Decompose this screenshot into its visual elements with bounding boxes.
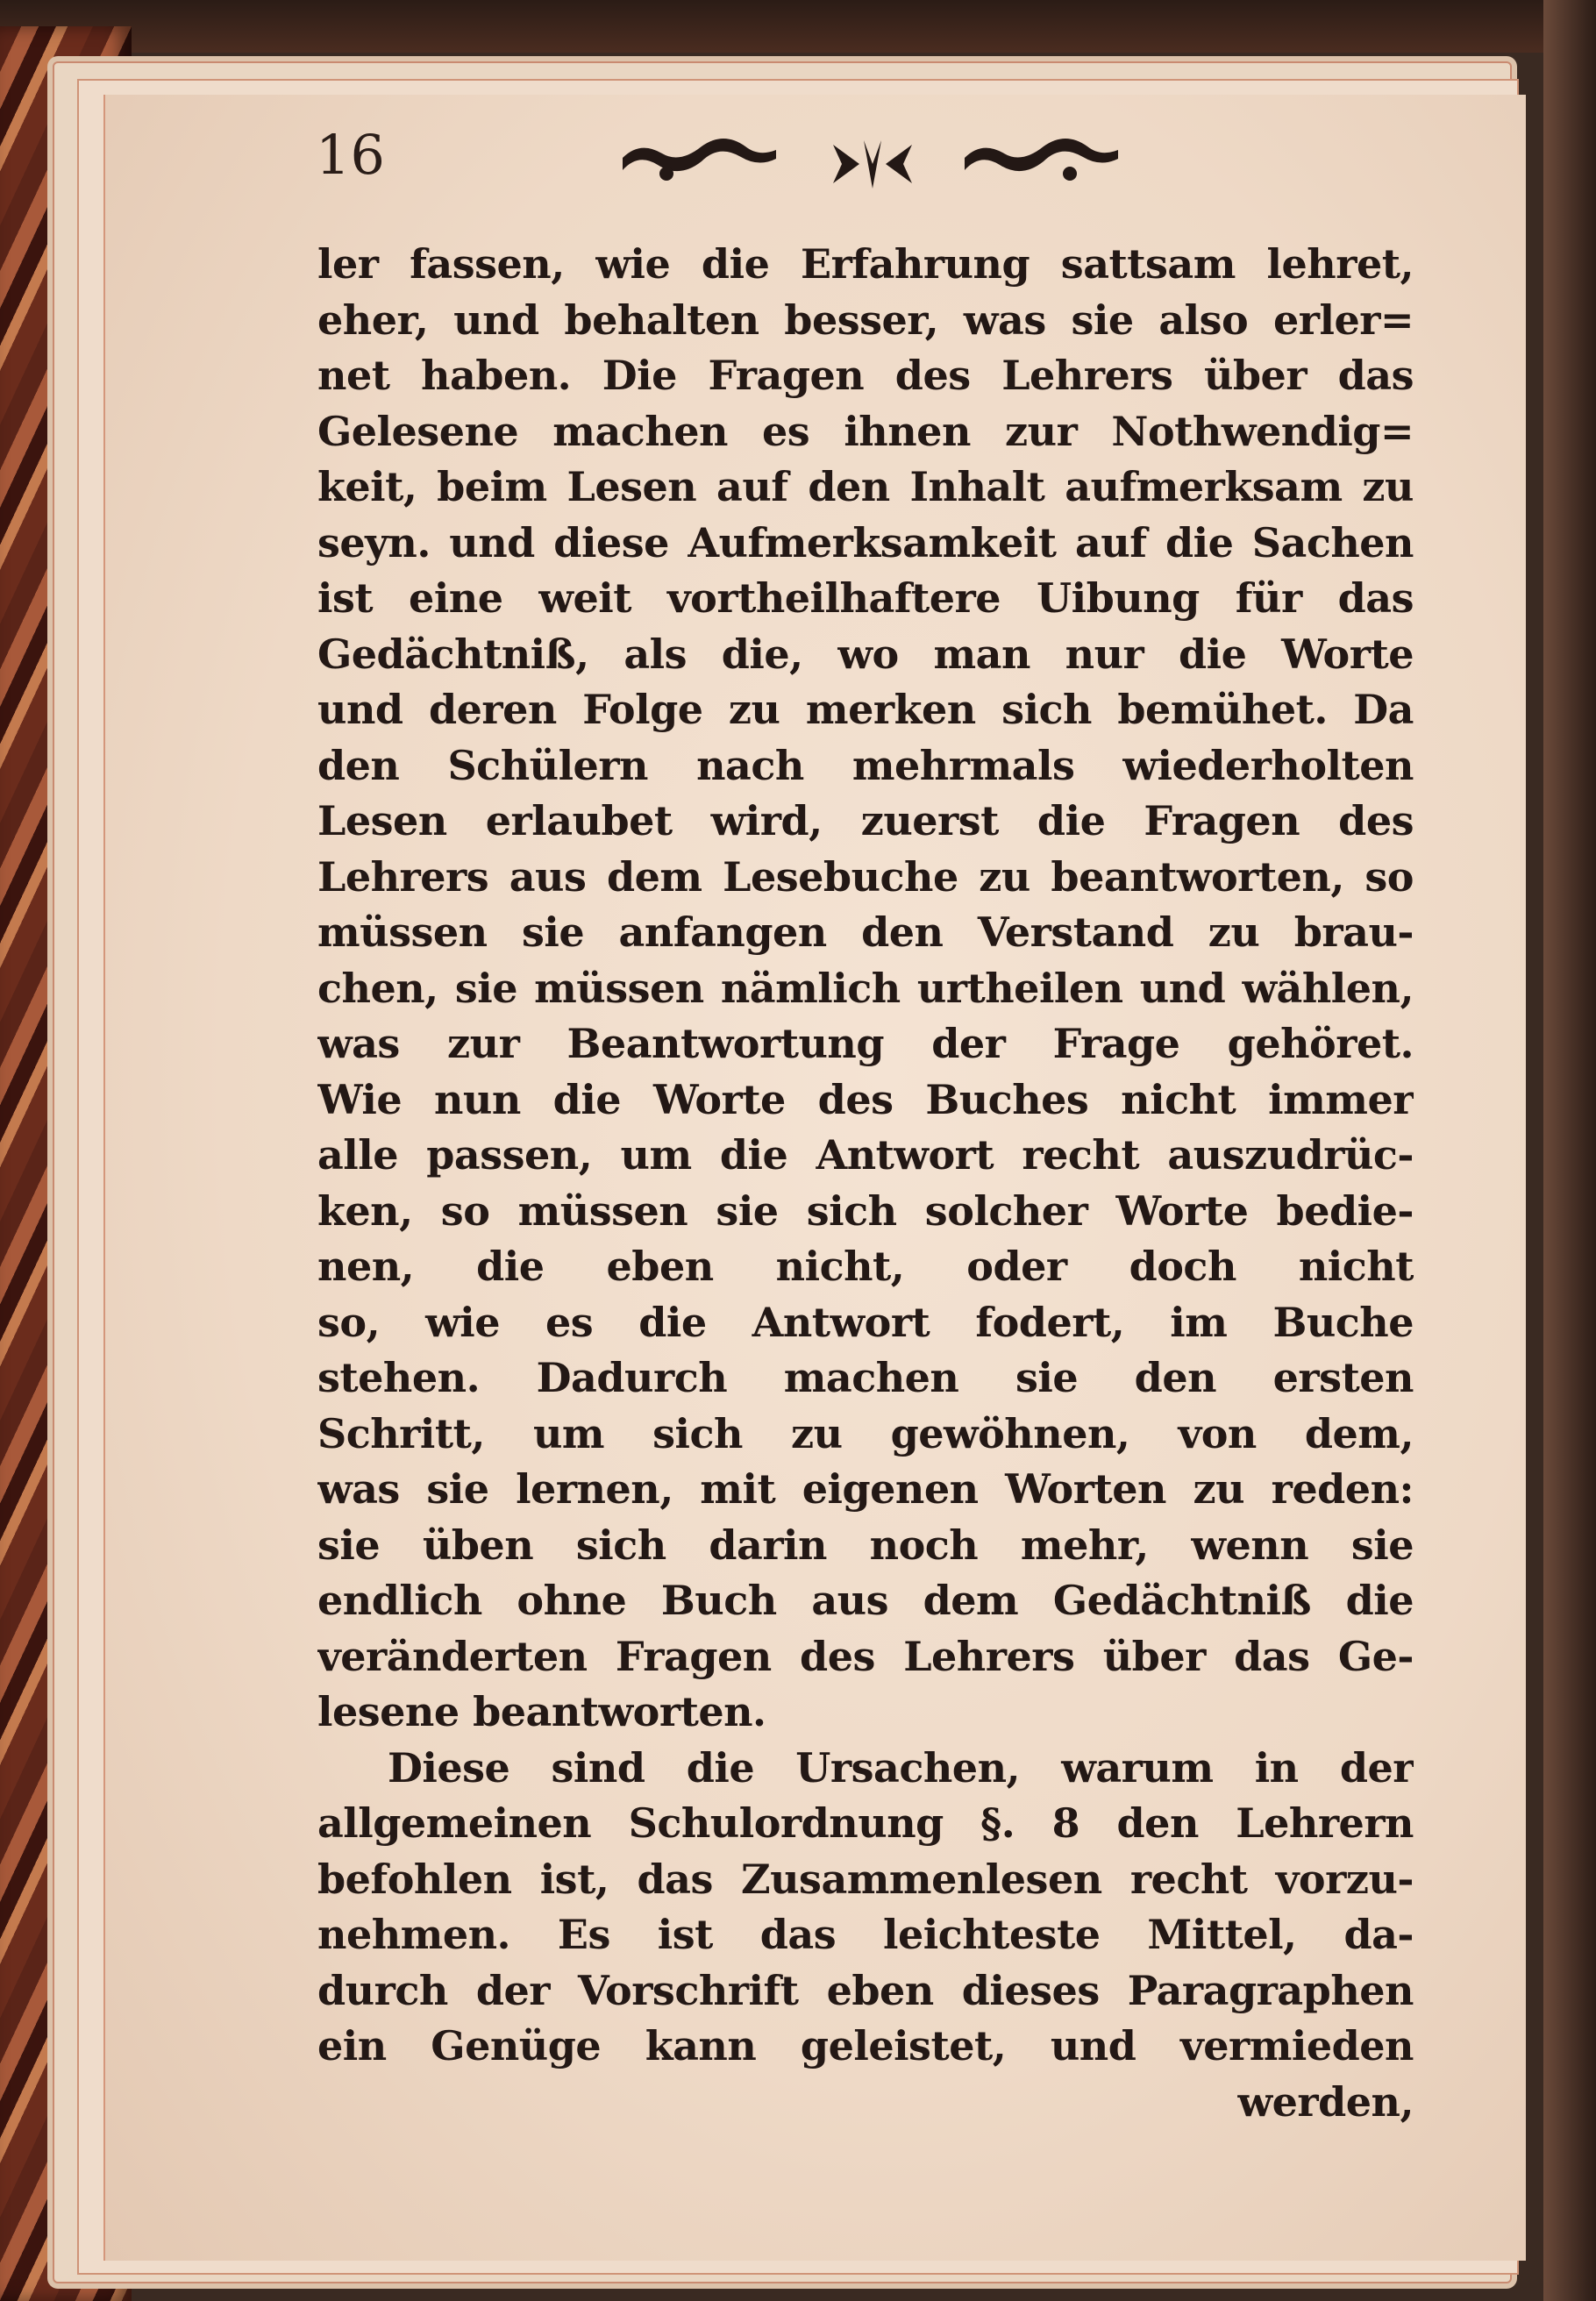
text-line: nehmen. Es ist das leichteste Mittel, da- xyxy=(317,1911,1414,1958)
text-line: Diese sind die Ursachen, warum in der xyxy=(388,1743,1414,1792)
text-line: ler fassen, wie die Erfahrung sattsam lehret, xyxy=(317,240,1414,288)
text-line: veränderten Fragen des Lehrers über das Ge- xyxy=(317,1632,1414,1680)
text-line: net haben. Die Fragen des Lehrers über das xyxy=(317,352,1414,399)
text-line: befohlen ist, das Zusammenlesen recht vorzu- xyxy=(317,1855,1414,1903)
text-line: allgemeinen Schulordnung §. 8 den Lehrern xyxy=(317,1799,1414,1847)
text-line: stehen. Dadurch machen sie den ersten xyxy=(317,1354,1414,1401)
text-line: und deren Folge zu merken sich bemühet. Da xyxy=(317,686,1414,733)
text-line: alle passen, um die Antwort recht auszudrüc- xyxy=(317,1131,1414,1179)
text-line: Wie nun die Worte des Buches nicht immer xyxy=(317,1075,1414,1123)
text-line: nen, die eben nicht, oder doch nicht xyxy=(317,1243,1414,1290)
text-line: seyn. und diese Aufmerksamkeit auf die Sachen xyxy=(317,518,1414,566)
text-line: Schritt, um sich zu gewöhnen, von dem, xyxy=(317,1409,1414,1457)
page-number: 16 xyxy=(316,123,385,187)
text-line: lesene beantworten. xyxy=(317,1688,766,1735)
text-line: was sie lernen, mit eigenen Worten zu reden: xyxy=(317,1465,1414,1513)
text-line: endlich ohne Buch aus dem Gedächtniß die xyxy=(317,1577,1414,1624)
text-line: Gedächtniß, als die, wo man nur die Worte xyxy=(317,630,1414,678)
catchword: werden, xyxy=(1237,2077,1414,2126)
book-cover-right xyxy=(1543,0,1596,2301)
text-line: ken, so müssen sie sich solcher Worte bedie- xyxy=(317,1186,1414,1235)
text-line: keit, beim Lesen auf den Inhalt aufmerksam zu xyxy=(317,463,1414,510)
text-line: so, wie es die Antwort fodert, im Buche xyxy=(317,1298,1414,1346)
text-line: den Schülern nach mehrmals wiederholten xyxy=(317,741,1414,789)
decorative-headpiece-icon xyxy=(614,132,1131,193)
text-line: ist eine weit vortheilhaftere Uibung für das xyxy=(317,574,1414,622)
text-line: Lehrers aus dem Lesebuche zu beantworten, so xyxy=(317,852,1414,901)
text-line: müssen sie anfangen den Verstand zu brau- xyxy=(317,908,1414,956)
text-line: Lesen erlaubet wird, zuerst die Fragen des xyxy=(317,797,1414,844)
body-text xyxy=(317,237,1414,2130)
text-line: chen, sie müssen nämlich urtheilen und wählen, xyxy=(317,964,1414,1012)
text-line: Gelesene machen es ihnen zur Nothwendig= xyxy=(317,407,1414,455)
book-cover-top xyxy=(0,0,1596,53)
text-line: was zur Beantwortung der Frage gehöret. xyxy=(317,1020,1414,1067)
text-line: ein Genüge kann geleistet, und vermieden xyxy=(317,2022,1414,2069)
text-line: durch der Vorschrift eben dieses Paragraphen xyxy=(317,1966,1414,2014)
text-line: sie üben sich darin noch mehr, wenn sie xyxy=(317,1521,1414,1569)
text-line: eher, und behalten besser, was sie also erler= xyxy=(317,296,1414,344)
